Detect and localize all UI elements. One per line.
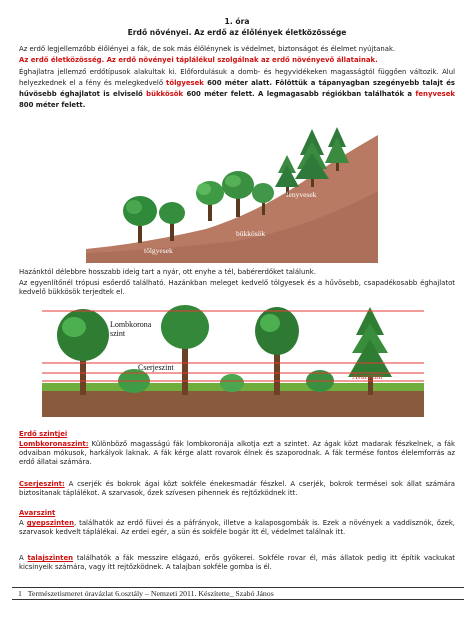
levels-heading: Erdő szintjei <box>19 430 68 438</box>
shrub-text: A cserjék és bokrok ágai közt sokféle énekesmadár fészkel. A cserjék, bokrok termései sok állat számára biztosítanak táplálékot. A szarvasok, őzek szívesen pihennek és rejtőzködnek itt. <box>19 480 455 497</box>
lesson-number: 1. óra <box>224 17 250 26</box>
canopy-label-line1: Lombkorona <box>110 320 152 329</box>
beech-term: bükkösök <box>146 90 184 98</box>
intro-text-d: 800 méter felett. <box>19 101 86 109</box>
grass-level-paragraph <box>19 519 455 537</box>
soil-level-paragraph <box>19 554 455 572</box>
spruce-term: fenyvesek <box>415 90 455 98</box>
shrub-icon <box>220 374 244 392</box>
oak-term: tölgyesek <box>166 79 204 87</box>
beech-label: bükkösök <box>236 229 266 238</box>
soil-lead: A <box>19 554 28 562</box>
intro-text-b: 600 méter alatt. Fölöttük a tápanyagban szegényebb talajt és hűvösebb éghajlatot is elviselő <box>19 79 455 98</box>
footer-text: Természetismeret óravázlat 6.osztály – Nemzeti 2011. Készítette_ Szabó János <box>27 589 274 598</box>
intro-text-c: 600 méter felett. A legmagasabb régiókban találhatók a <box>183 90 416 98</box>
soil-term: talajszinten <box>27 554 74 562</box>
avar-heading: Avarszint <box>19 509 56 517</box>
intro-paragraph-2: Az erdő életközösség. Az erdő növényei táplálékul szolgálnak az erdő növényevő állatainak. <box>19 56 378 64</box>
hillside-forest-svg <box>86 121 378 263</box>
intro-paragraph-3 <box>19 67 455 111</box>
canopy-label-line2: szint <box>110 329 126 338</box>
middle-paragraph-1: Hazánktól délebbre hosszabb ideig tart a nyár, ott enyhe a tél, babérerdőket találunk. <box>19 268 316 276</box>
footer-page-number: 1 <box>18 589 22 598</box>
spruce-label: fenyvesek <box>286 190 317 199</box>
grass-lead: A <box>19 519 27 527</box>
page-title: Erdő növényei. Az erdő az élőlények életközössége <box>127 28 347 37</box>
soil-text: találhatók a fák messzire elágazó, erős gyökerei. Sokféle rovar él, más állatok pedig itt építik vackukat kicsinyeik számára, vagy itt rejtőzködnek. A talajban sokféle gomba is él. <box>19 554 455 571</box>
grass-term: gyepszinten <box>26 519 74 527</box>
shrub-term: Cserjeszint: <box>19 480 65 488</box>
shrub-level-paragraph <box>19 480 455 498</box>
intro-text-a: Éghajlatra jellemző erdőtípusok alakultak ki. Előfordulásuk a domb- és hegyvidékeken magasságtól függően változik. Alul helyezkednek el a fény és melegkedvelő <box>19 68 455 87</box>
oak-label: tölgyesek <box>144 246 173 255</box>
hillside-forest-drawing <box>86 121 378 263</box>
canopy-level-paragraph <box>19 440 455 466</box>
grass-text: , találhatók az erdő füvei és a páfrányok, illetve a kalaposgombák is. Ezek a növények a vaddisznók, őzek, szarvasok kedvelt táplálékai. Az erdei egér, a sün és sokféle bogár itt él, védelmet találnak itt. <box>19 519 456 536</box>
shrub-label: Cserjeszint <box>138 363 174 372</box>
middle-paragraph-2: Az egyenlítőnél trópusi esőerdő található. Hazánkban meleget kedvelő tölgyesek és a hűvösebb, csapadékosabb éghajlatot kedvelő bükkösök terjedtek el. <box>19 279 455 296</box>
forest-levels-svg <box>42 305 424 417</box>
page-footer <box>12 587 464 600</box>
canopy-text: Különböző magasságú fák lombkoronája alkotja ezt a szintet. Az ágak közt madarak fészkelnek, a fák odvaiban mókusok, harkályok laknak. A fák kérge alatt rovarok élnek és szaporodnak. A fák termése fontos élelemforrás az erdő állatai számára. <box>19 440 455 466</box>
intro-paragraph-1: Az erdő legjellemzőbb élőlényei a fák, de sok más élőlénynek is védelmet, biztonságot és élelmet nyújtanak. <box>19 45 396 53</box>
forest-levels-drawing <box>42 305 424 417</box>
canopy-term: Lombkoronaszint: <box>19 440 89 448</box>
grass-label: Avarszint <box>352 372 383 381</box>
